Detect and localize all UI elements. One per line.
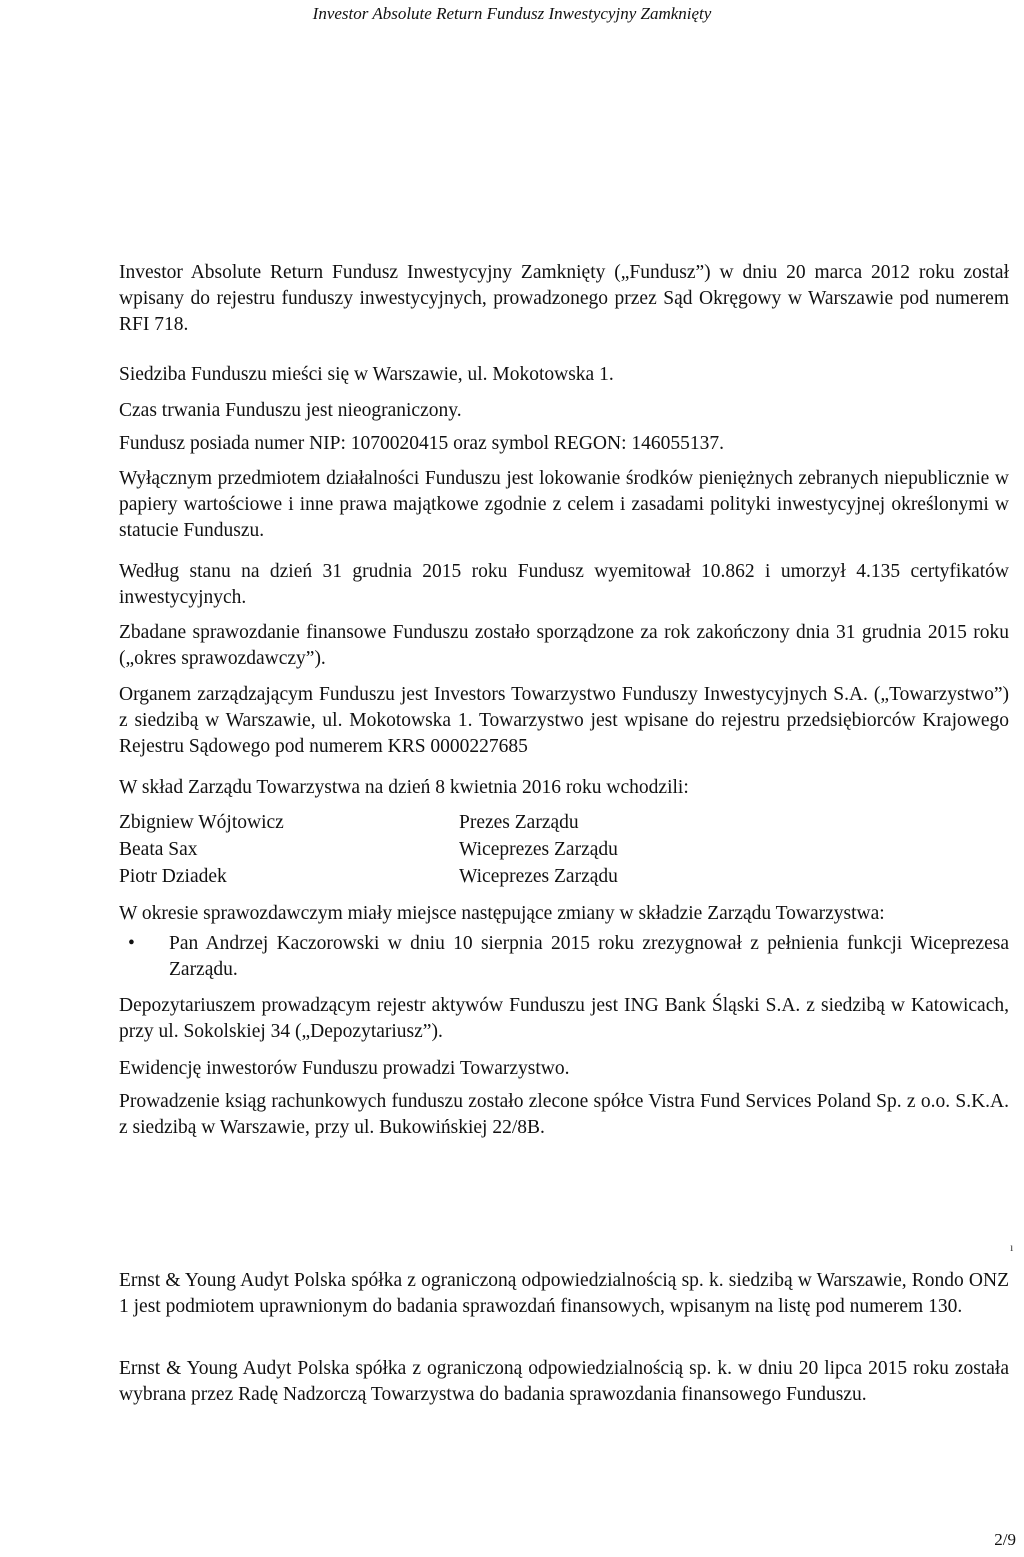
stray-mark: ı — [1010, 1240, 1014, 1254]
fund-registration-paragraph: Investor Absolute Return Fundusz Inwestycyjny Zamknięty („Fundusz”) w dniu 20 marca 2012 roku został wpisany do rejestru funduszy inwestycyjnych, prowadzonego przez Sąd Okręgowy w Warszawie pod numerem RFI 718. — [119, 262, 1009, 335]
management-body-paragraph: Organem zarządzającym Funduszu jest Investors Towarzystwo Funduszy Inwestycyjnych S.A. („Towarzystwo”) z siedzibą w Warszawie, ul. Mokotowska 1. Towarzystwo jest wpisane do rejestru przedsiębiorców Krajowego Rejestru Sądowego pod numerem KRS 0000227685 — [119, 684, 1009, 757]
auditor-selection-paragraph: Ernst & Young Audyt Polska spółka z ograniczoną odpowiedzialnością sp. k. w dniu 20 lipca 2015 roku została wybrana przez Radę Nadzorczą Towarzystwa do badania sprawozdania finansowego Funduszu. — [119, 1358, 1009, 1405]
certificates-paragraph: Według stanu na dzień 31 grudnia 2015 roku Fundusz wyemitował 10.862 i umorzył 4.135 certyfikatów inwestycyjnych. — [119, 561, 1009, 608]
board-change-text: Pan Andrzej Kaczorowski w dniu 10 sierpnia 2015 roku zrezygnował z pełnienia funkcji Wiceprezesa Zarządu. — [169, 933, 1009, 980]
reporting-period-paragraph: Zbadane sprawozdanie finansowe Funduszu zostało sporządzone za rok zakończony dnia 31 grudnia 2015 roku („okres sprawozdawczy”). — [119, 622, 1009, 669]
fund-activity-paragraph: Wyłącznym przedmiotem działalności Funduszu jest lokowanie środków pieniężnych zebranych niepublicznie w papiery wartościowe i inne prawa majątkowe zgodnie z celem i zasadami polityki inwestycyjnej określonymi w statucie Funduszu. — [119, 468, 1009, 541]
board-member-role: Wiceprezes Zarządu — [459, 839, 618, 860]
board-intro-paragraph: W skład Zarządu Towarzystwa na dzień 8 kwietnia 2016 roku wchodzili: — [119, 777, 689, 798]
page-number: 2/9 — [994, 1530, 1016, 1549]
bullet-icon: • — [128, 933, 135, 954]
board-member-role: Wiceprezes Zarządu — [459, 866, 618, 887]
fund-nip-regon-paragraph: Fundusz posiada numer NIP: 1070020415 oraz symbol REGON: 146055137. — [119, 433, 724, 454]
board-changes-intro: W okresie sprawozdawczym miały miejsce następujące zmiany w składzie Zarządu Towarzystwa: — [119, 903, 885, 924]
board-member-role: Prezes Zarządu — [459, 812, 579, 833]
board-member-name: Beata Sax — [119, 839, 198, 860]
running-header: Investor Absolute Return Fundusz Inwestycyjny Zamknięty — [312, 4, 712, 23]
investor-register-paragraph: Ewidencję inwestorów Funduszu prowadzi Towarzystwo. — [119, 1058, 570, 1079]
fund-duration-paragraph: Czas trwania Funduszu jest nieograniczony. — [119, 400, 462, 421]
depositary-paragraph: Depozytariuszem prowadzącym rejestr aktywów Funduszu jest ING Bank Śląski S.A. z siedzibą w Katowicach, przy ul. Sokolskiej 34 („Depozytariusz”). — [119, 995, 1009, 1042]
bookkeeping-paragraph: Prowadzenie ksiąg rachunkowych funduszu zostało zlecone spółce Vistra Fund Services Poland Sp. z o.o. S.K.A. z siedzibą w Warszawie, przy ul. Bukowińskiej 22/8B. — [119, 1091, 1009, 1138]
board-member-name: Zbigniew Wójtowicz — [119, 812, 284, 833]
fund-seat-paragraph: Siedziba Funduszu mieści się w Warszawie, ul. Mokotowska 1. — [119, 364, 614, 385]
board-member-name: Piotr Dziadek — [119, 866, 227, 887]
auditor-paragraph: Ernst & Young Audyt Polska spółka z ograniczoną odpowiedzialnością sp. k. siedzibą w Warszawie, Rondo ONZ 1 jest podmiotem uprawnionym do badania sprawozdań finansowych, wpisanym na listę pod numerem 130. — [119, 1270, 1009, 1317]
